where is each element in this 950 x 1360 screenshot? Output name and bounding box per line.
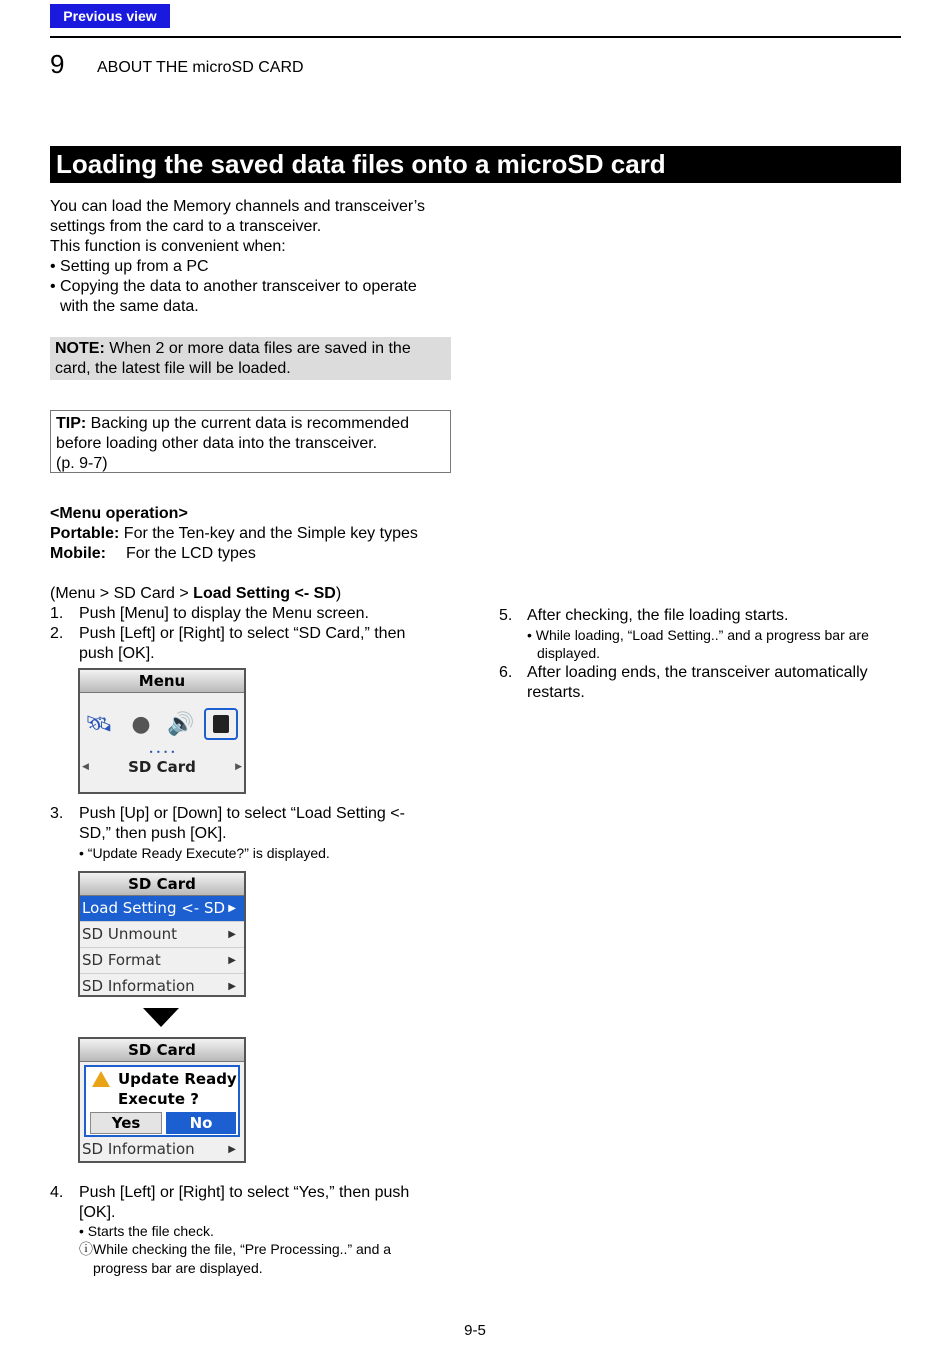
list-item [80,974,244,997]
satellite-icon: 🛰 [85,712,113,737]
dialog-line: Execute ? [118,1090,199,1108]
menu-screen [78,668,246,794]
step-number: 5. [499,607,513,624]
step-number: 4. [50,1184,64,1201]
mobile-text: For the LCD types [126,545,256,562]
step-number: 2. [50,625,64,642]
menu-path-suffix: ) [335,585,342,602]
sd-card-screen [78,871,246,997]
down-arrow-icon [143,1008,179,1027]
chevron-right-icon: ▶ [228,903,236,914]
menu-icon-row [80,708,244,748]
step-subnote: progress bar are displayed. [93,1260,263,1276]
no-button[interactable]: No [166,1112,236,1134]
info-icon: ⓘ [79,1241,93,1257]
step-subnote: displayed. [537,645,601,661]
list-item [80,896,244,922]
step-number: 6. [499,664,513,681]
section-title: Loading the saved data files onto a microSD card [50,146,901,183]
menu-path-prefix: (Menu > SD Card > [50,585,194,602]
tip-text: Backing up the current data is recommended [86,415,410,432]
intro-bullet: • Setting up from a PC [50,258,209,275]
list-item-label: Load Setting <- SD [82,899,226,917]
tip-box [50,410,451,473]
menu-op-heading: <Menu operation> [50,505,188,522]
top-divider [50,36,901,38]
microsd-icon [204,708,238,740]
right-arrow-icon: ▶ [235,762,242,772]
list-item-label: SD Information [82,1140,195,1158]
list-item-label: SD Unmount [82,925,178,943]
list-item-label: SD Information [82,977,195,995]
chevron-right-icon: ▶ [228,929,236,940]
note-label: NOTE: [55,340,105,357]
intro-bullet: • Copying the data to another transceiver to operate [50,278,417,295]
portable-label: Portable: [50,525,120,542]
step-text: Push [Menu] to display the Menu screen. [79,605,369,622]
step-text: Push [Up] or [Down] to select “Load Setting <- [79,805,405,822]
menu-path-item: Load Setting <- SD [193,585,336,602]
note-text: card, the latest file will be loaded. [55,360,291,377]
mobile-label: Mobile: [50,545,106,562]
step-text: restarts. [527,684,585,701]
step-subnote: • While loading, “Load Setting..” and a progress bar are [527,627,869,643]
step-number: 1. [50,605,64,622]
intro-line: You can load the Memory channels and transceiver’s [50,198,426,215]
list-item [80,1137,244,1162]
update-ready-screen [78,1037,246,1163]
step-subnote: While checking the file, “Pre Processing..” and a [93,1241,392,1257]
intro-line: This function is convenient when: [50,238,286,255]
portable-text: For the Ten-key and the Simple key types [119,525,418,542]
chevron-right-icon: ▶ [228,955,236,966]
tip-ref: (p. 9-7) [56,455,108,472]
list-item-label: SD Format [82,951,161,969]
chevron-right-icon: ▶ [228,1144,236,1155]
tip-text: before loading other data into the transceiver. [56,435,378,452]
page-dots: • • • • [148,748,176,757]
step-subnote: • Starts the file check. [79,1223,214,1239]
page-number: 9-5 [464,1322,486,1339]
list-item [80,948,244,974]
step-text: After checking, the file loading starts. [527,607,789,624]
speaker-icon: 🔊 [167,712,195,737]
menu-selected-label: SD Card [128,758,196,776]
list-item [80,922,244,948]
step-text: [OK]. [79,1204,116,1221]
chapter-title: ABOUT THE microSD CARD [97,59,304,76]
note-text: When 2 or more data files are saved in the [104,340,411,357]
step-text: Push [Left] or [Right] to select “Yes,” then push [79,1184,410,1201]
menu-screen-title: Menu [80,670,244,693]
person-icon: ● [131,712,151,737]
update-dialog [84,1065,240,1137]
step-subnote: • “Update Ready Execute?” is displayed. [79,845,330,861]
tip-label: TIP: [56,415,87,432]
left-arrow-icon: ◀ [82,762,89,772]
previous-view-button[interactable]: Previous view [50,4,170,28]
portable-line [50,524,418,544]
step-text: After loading ends, the transceiver automatically [527,664,868,681]
intro-bullet-cont: with the same data. [60,298,199,315]
intro-line: settings from the card to a transceiver. [50,218,322,235]
dialog-line: Update Ready [118,1070,237,1088]
chevron-right-icon: ▶ [228,981,236,992]
step-text: Push [Left] or [Right] to select “SD Card,” then [79,625,406,642]
chapter-number: 9 [50,49,65,79]
step-text: push [OK]. [79,645,155,662]
update-screen-title: SD Card [80,1039,244,1062]
sd-card-screen-title: SD Card [80,873,244,896]
menu-path [50,584,341,604]
yes-button[interactable]: Yes [90,1112,162,1134]
step-number: 3. [50,805,64,822]
note-box [50,337,451,380]
warning-icon [92,1071,110,1087]
step-text: SD,” then push [OK]. [79,825,227,842]
